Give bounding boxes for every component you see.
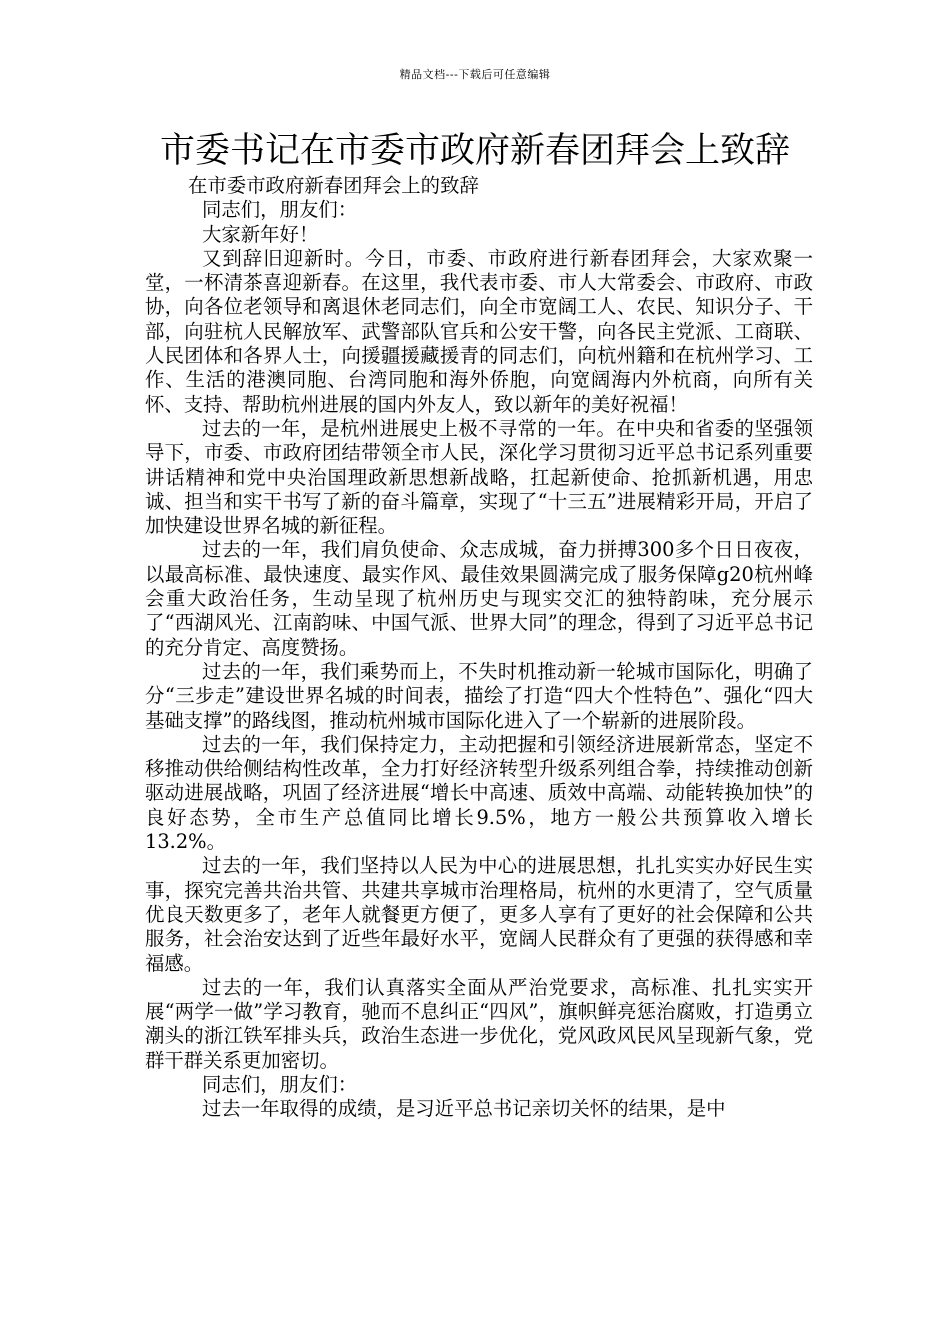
paragraph: 过去一年取得的成绩，是习近平总书记亲切关怀的结果，是中 — [202, 1097, 726, 1121]
greeting: 大家新年好！ — [202, 222, 319, 246]
paragraph: 过去的一年，我们认真落实全面从严治党要求，高标准、扎扎实实开展“两学一做”学习教育，驰而不息纠正“四风”，旗帜鲜亮惩治腐败，打造勇立潮头的浙江铁军排头兵，政治生态进一步优化，党风政风民风呈现新气象，党群干群关系更加密切。 — [145, 975, 813, 1072]
document-title: 市委书记在市委市政府新春团拜会上致辞 — [159, 131, 790, 171]
paragraph: 过去的一年，我们保持定力，主动把握和引领经济进展新常态，坚定不移推动供给侧结构性改革，全力打好经济转型升级系列组合拳，持续推动创新驱动进展战略，巩固了经济进展“增长中高速、质效中高端、动能转换加快”的良好态势，全市生产总值同比增长9.5%，地方一般公共预算收入增长13.2%。 — [145, 732, 813, 854]
paragraph: 过去的一年，是杭州进展史上极不寻常的一年。在中央和省委的坚强领导下，市委、市政府团结带领全市人民，深化学习贯彻习近平总书记系列重要讲话精神和党中央治国理政新思想新战略，扛起新使命、抢抓新机遇，用忠诚、担当和实干书写了新的奋斗篇章，实现了“十三五”进展精彩开局，开启了加快建设世界名城的新征程。 — [145, 416, 813, 538]
paragraph: 过去的一年，我们坚持以人民为中心的进展思想，扎扎实实办好民生实事，探究完善共治共管、共建共享城市治理格局，杭州的水更清了，空气质量优良天数更多了，老年人就餐更方便了，更多人享有了更好的社会保障和公共服务，社会治安达到了近些年最好水平，宽阔人民群众有了更强的获得感和幸福感。 — [145, 854, 813, 975]
document-body — [145, 174, 813, 1122]
paragraph: 过去的一年，我们肩负使命、众志成城，奋力拼搏300多个日日夜夜，以最高标准、最快速度、最实作风、最佳效果圆满完成了服务保障g20杭州峰会重大政治任务，生动呈现了杭州历史与现实交汇的独特韵味，充分展示了“西湖风光、江南韵味、中国气派、世界大同”的理念，得到了习近平总书记的充分肯定、高度赞扬。 — [145, 538, 813, 659]
paragraph: 又到辞旧迎新时。今日，市委、市政府进行新春团拜会，大家欢聚一堂，一杯清茶喜迎新春。在这里，我代表市委、市人大常委会、市政府、市政协，向各位老领导和离退休老同志们，向全市宽阔工人、农民、知识分子、干部，向驻杭人民解放军、武警部队官兵和公安干警，向各民主党派、工商联、人民团体和各界人士，向援疆援藏援青的同志们，向杭州籍和在杭州学习、工作、生活的港澳同胞、台湾同胞和海外侨胞，向宽阔海内外杭商，向所有关怀、支持、帮助杭州进展的国内外友人，致以新年的美好祝福！ — [145, 246, 813, 416]
document-subtitle: 在市委市政府新春团拜会上的致辞 — [188, 174, 479, 197]
header-note: 精品文档---下载后可任意编辑 — [399, 68, 551, 81]
salutation: 同志们，朋友们： — [202, 1072, 358, 1096]
paragraph: 过去的一年，我们乘势而上，不失时机推动新一轮城市国际化，明确了分“三步走”建设世界名城的时间表，描绘了打造“四大个性特色”、强化“四大基础支撑”的路线图，推动杭州城市国际化进入了一个崭新的进展阶段。 — [145, 659, 813, 732]
salutation: 同志们，朋友们： — [202, 198, 358, 222]
